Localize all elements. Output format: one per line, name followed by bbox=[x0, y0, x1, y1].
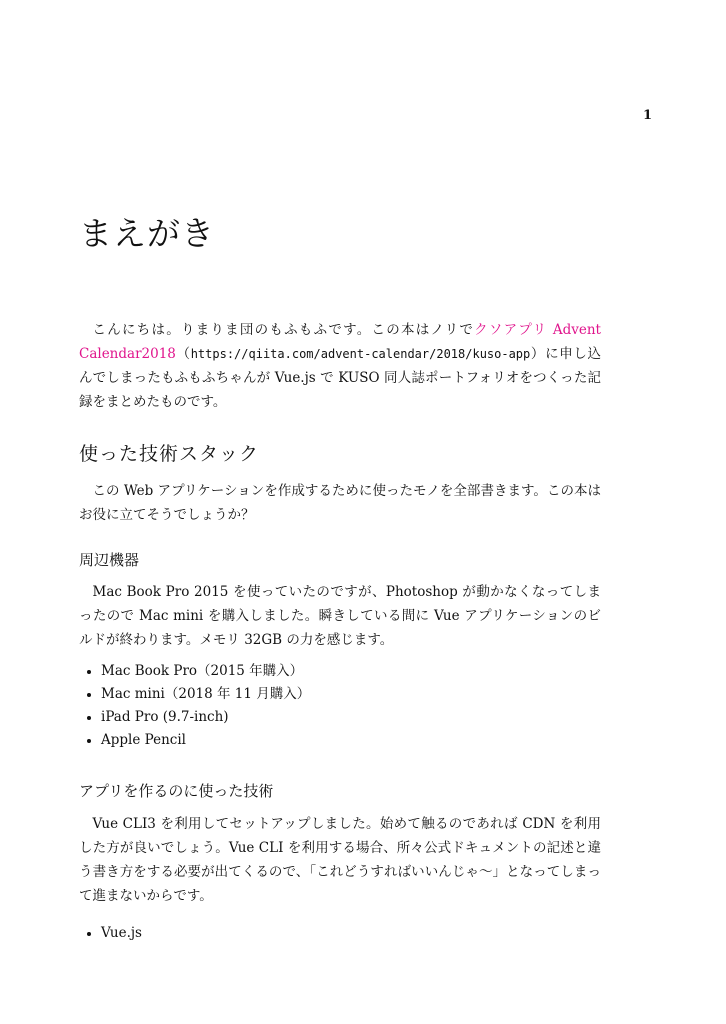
advent-calendar-link[interactable]: クソアプリ Advent Calendar2018 bbox=[79, 322, 601, 362]
tech-stack-heading: 使った技術スタック bbox=[79, 443, 260, 465]
intro-paragraph bbox=[79, 318, 601, 414]
list-item: • Vue.js bbox=[101, 922, 601, 945]
app-tech-list bbox=[79, 922, 601, 945]
page-number: 1 bbox=[642, 108, 652, 123]
devices-heading: 周辺機器 bbox=[79, 550, 140, 569]
tech-stack-paragraph: この Web アプリケーションを作成するために使ったモノを全部書きます。この本はお役に立てそうでしょうか？ bbox=[79, 482, 601, 523]
app-tech-paragraph: Vue CLI3 を利用してセットアップしました。始めて触るのであれば CDN を利用した方が良いでしょう。Vue CLI を利用する場合、所々公式ドキュメントの記述と違う書き方をする必要が出てくるので、「これどうすればいいんじゃ〜」となってしまって進まないからです。 bbox=[79, 815, 601, 904]
list-item: • iPad Pro (9.7-inch) bbox=[101, 706, 601, 729]
intro-text-after: ）に申し込んでしまったもふもふちゃんが Vue.js で KUSO 同人誌ポートフォリオをつくった記録をまとめたものです。 bbox=[79, 346, 602, 410]
list-item: • Mac Book Pro（2015 年購入） bbox=[101, 660, 601, 683]
devices-paragraph: Mac Book Pro 2015 を使っていたのですが、Photoshop が動かなくなってしまったので Mac mini を購入しました。瞬きしている間に Vue アプリケーションのビルドが終わります。メモリ 32GB の力を感じます。 bbox=[79, 584, 601, 649]
list-item: • Mac mini（2018 年 11 月購入） bbox=[101, 683, 601, 706]
main-content bbox=[79, 318, 601, 945]
advent-calendar-url: https://qiita.com/advent-calendar/2018/kuso-app bbox=[190, 347, 531, 361]
list-item: • Apple Pencil bbox=[101, 729, 601, 752]
devices-list bbox=[79, 660, 601, 752]
intro-text-middle: （ bbox=[175, 346, 191, 362]
intro-text-before: こんにちは。りまりま団のもふもふです。この本はノリで bbox=[92, 322, 475, 338]
app-tech-heading: アプリを作るのに使った技術 bbox=[79, 782, 274, 801]
page-title: まえがき bbox=[79, 214, 215, 253]
